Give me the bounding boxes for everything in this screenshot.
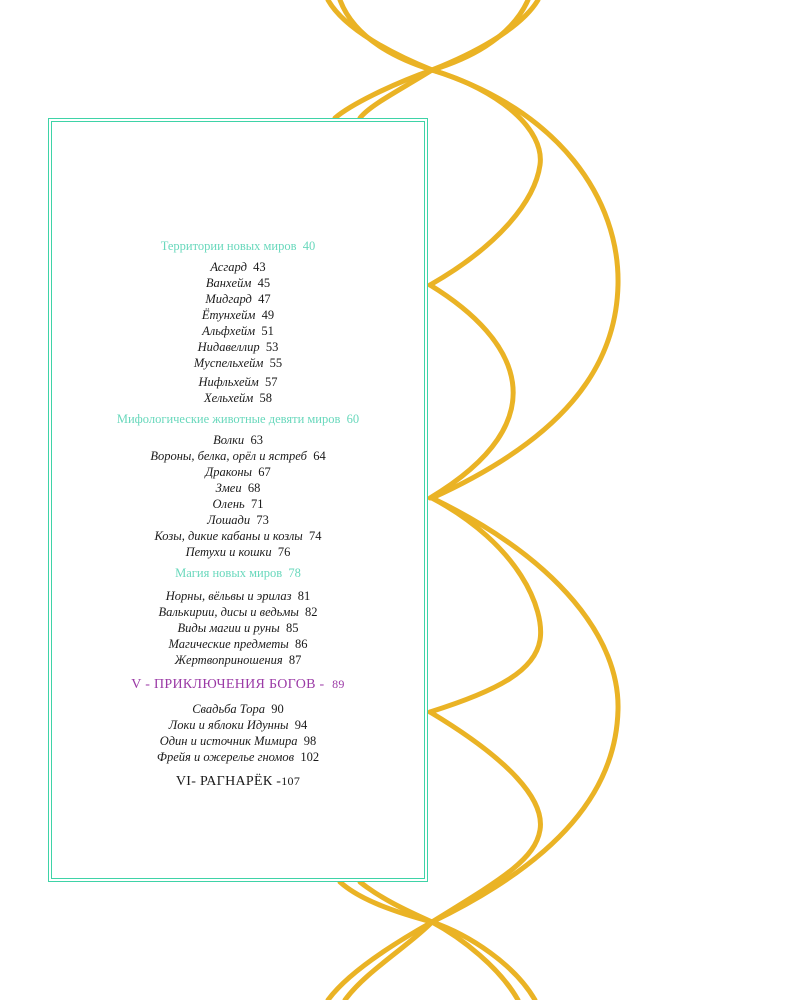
toc-item-title: Петухи и кошки xyxy=(185,545,272,559)
table-of-contents xyxy=(49,233,427,792)
ornament-strand xyxy=(360,882,518,1000)
toc-section-page: 60 xyxy=(346,412,360,426)
toc-frame xyxy=(48,118,428,882)
toc-section-label: Территории новых миров xyxy=(160,239,297,253)
ornament-strand xyxy=(430,712,540,922)
toc-item-page: 74 xyxy=(309,529,322,543)
toc-item-page: 94 xyxy=(294,718,308,732)
toc-item-page: 43 xyxy=(253,260,266,274)
toc-item[interactable] xyxy=(49,355,427,371)
toc-item-page: 49 xyxy=(261,308,275,322)
toc-item[interactable] xyxy=(49,528,427,544)
toc-item-title: Магические предметы xyxy=(168,637,289,651)
toc-item-title: Ётунхейм xyxy=(201,308,256,322)
toc-item[interactable] xyxy=(49,544,427,560)
toc-item[interactable] xyxy=(49,701,427,717)
toc-item-title: Локи и яблоки Идунны xyxy=(168,718,289,732)
toc-item[interactable] xyxy=(49,323,427,339)
toc-section-label: Магия новых миров xyxy=(175,566,283,580)
toc-item[interactable] xyxy=(49,464,427,480)
toc-item-page: 53 xyxy=(265,340,279,354)
toc-item-page: 68 xyxy=(247,481,261,495)
toc-item-title: Свадьба Тора xyxy=(192,702,266,716)
toc-item-title: Мидгард xyxy=(205,292,252,306)
toc-item-page: 57 xyxy=(265,375,278,389)
toc-item[interactable] xyxy=(49,448,427,464)
toc-item-page: 64 xyxy=(313,449,326,463)
toc-item-title: Фрейя и ожерелье гномов xyxy=(156,750,295,764)
toc-item-page: 87 xyxy=(288,653,302,667)
toc-item-page: 58 xyxy=(259,391,273,405)
toc-section-page: 78 xyxy=(288,566,301,580)
ornament-strand xyxy=(345,922,432,1000)
toc-item-title: Козы, дикие кабаны и козлы xyxy=(154,529,303,543)
toc-item[interactable] xyxy=(49,604,427,620)
toc-section-title[interactable] xyxy=(49,237,427,255)
toc-item-page: 55 xyxy=(269,356,283,370)
toc-item-page: 45 xyxy=(257,276,271,290)
toc-item[interactable] xyxy=(49,275,427,291)
toc-item-page: 90 xyxy=(271,702,284,716)
toc-item-title: Хельхейм xyxy=(203,391,254,405)
toc-item-page: 102 xyxy=(300,750,320,764)
part-v-page: 89 xyxy=(332,677,345,691)
toc-item-title: Норны, вёльвы и эрилаз xyxy=(165,589,292,603)
toc-item-title: Нифльхейм xyxy=(198,375,259,389)
toc-item-title: Вороны, белка, орёл и ястреб xyxy=(150,449,307,463)
ornament-strand xyxy=(430,498,541,712)
toc-item[interactable] xyxy=(49,291,427,307)
toc-item-title: Альфхейм xyxy=(202,324,256,338)
toc-item[interactable] xyxy=(49,717,427,733)
toc-item-page: 63 xyxy=(250,433,263,447)
toc-item-page: 82 xyxy=(305,605,318,619)
toc-item-title: Валькирии, дисы и ведьмы xyxy=(158,605,299,619)
toc-section-title[interactable] xyxy=(49,564,427,582)
toc-section-page: 40 xyxy=(302,239,316,253)
part-v-heading[interactable] xyxy=(49,674,427,695)
toc-item-title: Лошади xyxy=(207,513,251,527)
toc-item-title: Виды магии и руны xyxy=(177,621,280,635)
toc-item-page: 81 xyxy=(297,589,311,603)
ornament-strand xyxy=(430,285,513,498)
toc-item-title: Ванхейм xyxy=(205,276,252,290)
toc-item[interactable] xyxy=(49,652,427,668)
toc-item[interactable] xyxy=(49,588,427,604)
toc-item-title: Драконы xyxy=(205,465,252,479)
toc-item-page: 71 xyxy=(250,497,264,511)
toc-item-page: 85 xyxy=(285,621,299,635)
ornament-strand xyxy=(432,70,618,498)
toc-item-page: 86 xyxy=(294,637,308,651)
toc-section-title[interactable] xyxy=(49,410,427,428)
toc-item-page: 76 xyxy=(277,545,291,559)
toc-item-title: Жертвоприношения xyxy=(174,653,283,667)
toc-item[interactable] xyxy=(49,512,427,528)
toc-item[interactable] xyxy=(49,636,427,652)
part-v-title: V - ПРИКЛЮЧЕНИЯ БОГОВ - xyxy=(131,677,325,692)
part-vi-title: VI- РАГНАРЁК - xyxy=(175,774,282,789)
toc-item-page: 98 xyxy=(303,734,317,748)
toc-item[interactable] xyxy=(49,374,427,390)
toc-item-title: Волки xyxy=(213,433,245,447)
toc-item-title: Змеи xyxy=(215,481,242,495)
toc-item-page: 51 xyxy=(261,324,274,338)
toc-item-page: 73 xyxy=(256,513,269,527)
toc-item-title: Один и источник Мимира xyxy=(159,734,298,748)
toc-item[interactable] xyxy=(49,259,427,275)
toc-item-page: 47 xyxy=(258,292,271,306)
toc-item-title: Нидавеллир xyxy=(197,340,260,354)
toc-item[interactable] xyxy=(49,733,427,749)
toc-section-label: Мифологические животные девяти миров xyxy=(116,412,341,426)
toc-item[interactable] xyxy=(49,496,427,512)
toc-item-title: Олень xyxy=(212,497,245,511)
part-vi-page: 107 xyxy=(281,774,301,788)
ornament-strand xyxy=(430,70,540,285)
part-vi-heading[interactable] xyxy=(49,771,427,792)
toc-item[interactable] xyxy=(49,480,427,496)
toc-item[interactable] xyxy=(49,307,427,323)
ornament-strand xyxy=(340,0,528,70)
toc-item[interactable] xyxy=(49,339,427,355)
toc-item[interactable] xyxy=(49,432,427,448)
toc-item-title: Асгард xyxy=(210,260,247,274)
toc-item[interactable] xyxy=(49,620,427,636)
toc-item-page: 67 xyxy=(258,465,271,479)
toc-item[interactable] xyxy=(49,749,427,765)
ornament-strand xyxy=(328,0,538,70)
toc-item[interactable] xyxy=(49,390,427,406)
toc-item-title: Муспельхейм xyxy=(193,356,264,370)
